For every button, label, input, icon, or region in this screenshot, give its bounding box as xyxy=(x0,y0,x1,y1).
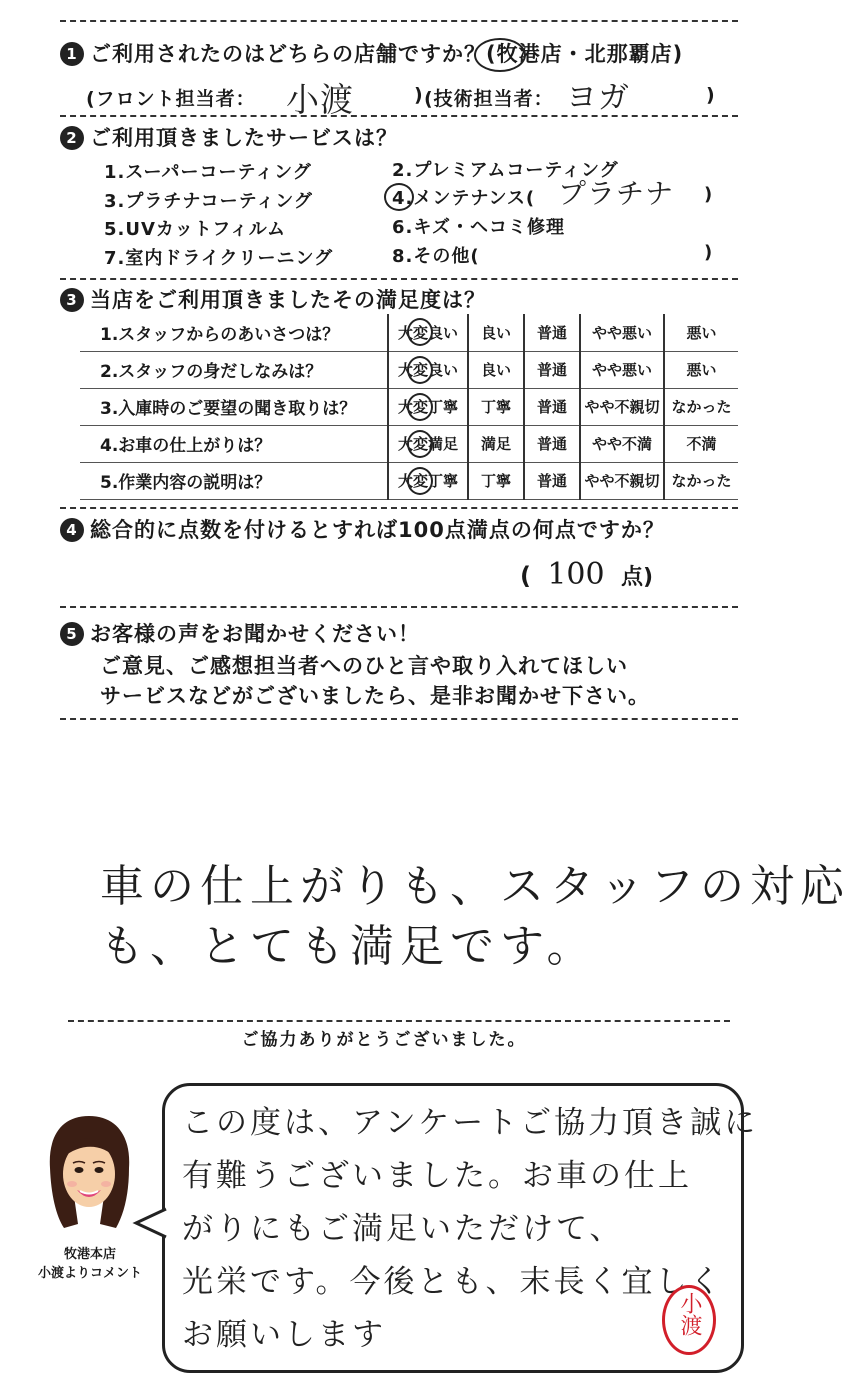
front-staff-label: (フロント担当者： xyxy=(86,88,256,110)
service-item: 6.キズ・ヘコミ修理 xyxy=(392,217,566,238)
satisfaction-option: やや悪い xyxy=(580,351,664,388)
q4-number-badge: 4 xyxy=(60,518,84,542)
selection-circle xyxy=(407,430,433,458)
satisfaction-question: 4.お車の仕上がりは？ xyxy=(80,425,388,462)
satisfaction-option-selected: 大変満足 xyxy=(388,425,468,462)
overall-score xyxy=(520,557,653,592)
staff-reply-line: がりにもご満足いただけて、 xyxy=(182,1211,624,1247)
rule-comment-bottom xyxy=(68,1020,730,1022)
selection-circle xyxy=(407,318,433,346)
satisfaction-option: なかった xyxy=(664,388,738,425)
tech-staff-close: ) xyxy=(706,84,716,106)
satisfaction-option: 丁寧 xyxy=(468,462,524,499)
satisfaction-option: やや不満 xyxy=(580,425,664,462)
service-item-selected: 4.メンテナンス( xyxy=(392,188,536,209)
store-selection-circle xyxy=(474,38,526,72)
q1-number-badge: 1 xyxy=(60,42,84,66)
service-item: 2.プレミアムコーティング xyxy=(392,160,619,181)
other-close: ) xyxy=(704,242,714,263)
satisfaction-row xyxy=(80,425,738,462)
q3-heading xyxy=(60,284,486,314)
satisfaction-option: 悪い xyxy=(664,351,738,388)
satisfaction-question: 3.入庫時のご要望の聞き取りは？ xyxy=(80,388,388,425)
score-open: ( xyxy=(520,562,531,590)
satisfaction-option: なかった xyxy=(664,462,738,499)
satisfaction-option-selected: 大変丁寧 xyxy=(388,462,468,499)
tech-staff-label: (技術担当者： xyxy=(424,88,554,110)
customer-comment-line-2: も、とても満足です。 xyxy=(100,921,597,972)
q5-number-badge: 5 xyxy=(60,622,84,646)
satisfaction-option: 普通 xyxy=(524,462,580,499)
satisfaction-option: 満足 xyxy=(468,425,524,462)
satisfaction-option: 不満 xyxy=(664,425,738,462)
satisfaction-option: 普通 xyxy=(524,388,580,425)
front-staff-close: ) xyxy=(414,84,424,106)
customer-comment-line-1: 車の仕上がりも、スタッフの対応 xyxy=(100,861,850,912)
score-unit: 点) xyxy=(620,565,654,590)
staff-reply-line: 光栄です。今後とも、末長く宜しく xyxy=(182,1264,724,1300)
staff-reply-line: お願いします xyxy=(182,1317,386,1353)
service-item: 7.室内ドライクリーニング xyxy=(104,248,334,269)
rule-q4 xyxy=(60,507,738,509)
q5-text: お客様の声をお聞かせください！ xyxy=(90,622,420,646)
q1-heading xyxy=(60,38,683,68)
staff-reply-line: 有難うございました。お車の仕上 xyxy=(182,1158,692,1194)
satisfaction-option-selected: 大変良い xyxy=(388,351,468,388)
satisfaction-option: やや悪い xyxy=(580,314,664,351)
satisfaction-option: やや不親切 xyxy=(580,462,664,499)
satisfaction-option: 良い xyxy=(468,314,524,351)
q4-heading xyxy=(60,514,665,544)
q3-number-badge: 3 xyxy=(60,288,84,312)
q1-close: ) xyxy=(672,42,684,66)
bubble-tail xyxy=(134,1206,168,1240)
rule-q2 xyxy=(60,115,738,117)
q5-line-3: サービスなどがございましたら、是非お聞かせ下さい。 xyxy=(100,684,650,708)
selection-circle xyxy=(407,356,433,384)
q3-text: 当店をご利用頂きましたその満足度は？ xyxy=(90,288,486,312)
satisfaction-row xyxy=(80,462,738,499)
satisfaction-option-selected: 大変良い xyxy=(388,314,468,351)
q5-line-2: ご意見、ご感想担当者へのひと言や取り入れてほしい xyxy=(100,654,628,678)
thanks-message: ご協力ありがとうございました。 xyxy=(241,1030,527,1050)
stamp-char: 小渡 xyxy=(677,1292,702,1336)
satisfaction-option: やや不親切 xyxy=(580,388,664,425)
satisfaction-question: 1.スタッフからのあいさつは？ xyxy=(80,314,388,351)
satisfaction-option: 良い xyxy=(468,351,524,388)
satisfaction-row xyxy=(80,314,738,351)
q2-number-badge: 2 xyxy=(60,126,84,150)
maintenance-note: プラチナ xyxy=(558,177,675,210)
service-item: 5.UVカットフィルム xyxy=(104,219,287,240)
service-item: 1.スーパーコーティング xyxy=(104,162,312,183)
satisfaction-option: 普通 xyxy=(524,314,580,351)
satisfaction-row xyxy=(80,388,738,425)
selection-circle xyxy=(407,467,433,495)
name-stamp xyxy=(662,1285,716,1355)
satisfaction-row xyxy=(80,351,738,388)
q2-text: ご利用頂きましたサービスは？ xyxy=(90,126,398,150)
service-item: 8.その他( xyxy=(392,246,480,267)
q1-front-line xyxy=(86,84,256,111)
service-item: 3.プラチナコーティング xyxy=(104,191,313,212)
front-staff-name: 小渡 xyxy=(286,80,354,119)
staff-avatar xyxy=(42,1112,137,1232)
satisfaction-question: 5.作業内容の説明は？ xyxy=(80,462,388,499)
q4-text: 総合的に点数を付けるとすれば100点満点の何点ですか？ xyxy=(90,518,665,542)
q5-heading xyxy=(60,618,420,648)
satisfaction-question: 2.スタッフの身だしなみは？ xyxy=(80,351,388,388)
satisfaction-option: 悪い xyxy=(664,314,738,351)
service-selection-circle xyxy=(384,183,414,211)
q1-store-options: 牧港店・北那覇店 xyxy=(496,42,673,66)
satisfaction-option: 丁寧 xyxy=(468,388,524,425)
rule-comment-top xyxy=(60,718,738,720)
rule-q3 xyxy=(60,278,738,280)
satisfaction-option-selected: 大変丁寧 xyxy=(388,388,468,425)
staff-reply-line: この度は、アンケートご協力頂き誠に xyxy=(182,1105,759,1141)
service-close: ) xyxy=(704,184,714,205)
staff-caption-store: 牧港本店 xyxy=(63,1247,116,1262)
q2-heading xyxy=(60,122,398,152)
staff-caption-comment: 小渡よりコメント xyxy=(37,1266,142,1281)
selection-circle xyxy=(407,393,433,421)
rule-q5 xyxy=(60,606,738,608)
score-value: 100 xyxy=(547,557,605,592)
tech-staff-name: ヨガ xyxy=(566,80,630,116)
top-rule xyxy=(60,20,738,22)
q1-text: ご利用されたのはどちらの店舗ですか？( xyxy=(90,42,497,66)
satisfaction-option: 普通 xyxy=(524,425,580,462)
satisfaction-table xyxy=(80,314,738,500)
satisfaction-option: 普通 xyxy=(524,351,580,388)
